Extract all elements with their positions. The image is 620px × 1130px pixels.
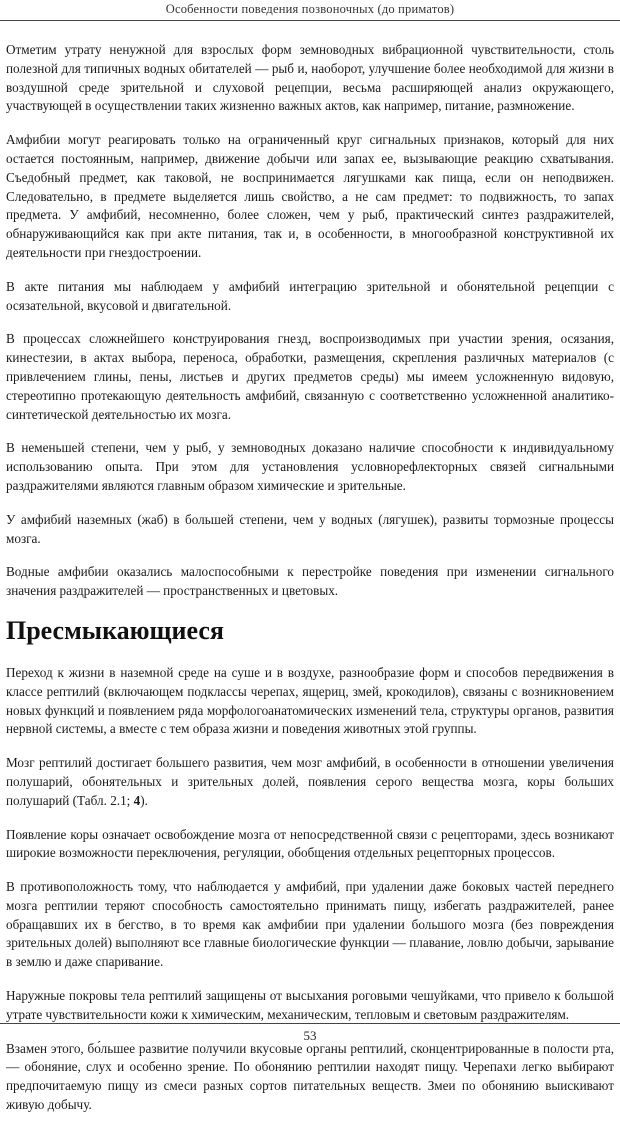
paragraph-water-amphibians: Водные амфибии оказались малоспособными к перестройке поведения при изменении сигнального значения раздражителей — пространственных и цветовых. <box>6 564 614 599</box>
reptile-brain-text-end: ). <box>140 792 148 808</box>
section-title-reptiles: Пресмыкающиеся <box>6 615 224 645</box>
running-header: Особенности поведения позвоночных (до приматов) <box>165 2 455 16</box>
paragraph-nest-construction: В процессах сложнейшего конструирования гнезд, воспроизводимых при участии зрения, осязания, кинестезии, в актах выбора, переноса, обработки, размещения, скрепления различных материалов (с привлечением глины, пены, листьев и других предметов среды) мы имеем усложненную видовую, стереотипно протекающую деятельность амфибий, связанную с соответственно усложненной аналитико-синтетической деятельностью их мозга. <box>6 331 614 422</box>
footer-divider <box>0 1023 620 1024</box>
page-number: 53 <box>303 1028 317 1043</box>
paragraph-signal-features: Амфибии могут реагировать только на ограниченный круг сигнальных признаков, который для них остается постоянным, например, движение добычи или запах ее, вызывающие реакцию схватывания. Съедобный предмет, как таковой, не воспринимается лягушками как пища, если он неподвижен. Следовательно, в предмете выделяется лишь свойство, а не сам предмет: то подвижность, то запах предмета. У амфибий, несомненно, более сложен, чем у рыб, практический синтез раздражителей, обнаруживающийся как при акте питания, так и, в особенности, в многообразной конструктивной их деятельности при гнездостроении. <box>6 132 614 260</box>
paragraph-skin-covers: Наружные покровы тела рептилий защищены от высыхания роговыми чешуйками, что привело к большой утрате чувствительности кожи к химическим, механическим, тепловым и световым раздражителям. <box>6 988 614 1022</box>
page-body <box>6 41 614 1130</box>
paragraph-forebrain-removal: В противоположность тому, что наблюдается у амфибий, при удалении даже боковых частей переднего мозга рептилии теряют способность самостоятельно принимать пищу, избегать раздражителей, ранее обращавших их в бегство, в то время как амфибии при удалении большого мозга (без повреждения зрительных долей) выполняют все главные биологические функции — плавание, ловлю добычи, зарывание в землю и даже спаривание. <box>6 879 614 970</box>
table-reference: 4 <box>133 792 141 808</box>
reptile-brain-text: Мозг рептилий достигает большего развития, чем мозг амфибий, в особенности в отношении увеличения полушарий, обонятельных и зрительных долей, появления серого вещества мозга, коры больших полушарий (Табл. 2.1; <box>6 755 614 808</box>
paragraph-cortex-appearance: Появление коры означает освобождение мозга от непосредственной связи с рецепторами, здесь возникают широкие возможности переключения, регуляции, обобщения отдельных рецепторных процессов. <box>6 826 614 861</box>
paragraph-reptile-brain <box>6 754 614 810</box>
paragraph-land-transition: Переход к жизни в наземной среде на суше и в воздухе, разнообразие форм и способов передвижения в классе рептилий (включающем подклассы черепах, ящериц, змей, крокодилов), связаны с возникновением новых функций и появлением ряда морфологоанатомических изменений тела, структуры органов, развития нервной системы, а вместе с тем образа жизни и поведения животных этой группы. <box>6 664 614 737</box>
paragraph-individual-experience: В неменьшей степени, чем у рыб, у земноводных доказано наличие способности к индивидуальному использованию опыта. При этом для установления условнорефлекторных связей сигнальными раздражителями являются главным образом химические и зрительные. <box>6 440 614 493</box>
paragraph-inhibitory-processes: У амфибий наземных (жаб) в большей степени, чем у водных (лягушек), развиты тормозные процессы мозга. <box>6 511 614 546</box>
paragraph-taste-organs: Взамен этого, бо́льшее развитие получили вкусовые органы рептилий, сконцентрированные в полости рта, — обоняние, слух и особенно зрение. По обонянию рептилии находят пищу. Черепахи легко выбирают предпочитаемую пищу из смеси разных сортов питательных веществ. Змеи по обонянию выискивают живую добычу. <box>6 1040 614 1113</box>
paragraph-feeding-integration: В акте питания мы наблюдаем у амфибий интеграцию зрительной и обонятельной рецепции с осязательной, вкусовой и двигательной. <box>6 278 614 313</box>
paragraph-vibration-sensitivity: Отметим утрату ненужной для взрослых форм земноводных вибрационной чувствительности, столь полезной для типичных водных обитателей — рыб и, наоборот, улучшение более необходимой для жизни в воздушной среде зрительной и слуховой рецепции, весьма расширяющей анализ окружающего, участвующей в осуществлении таких жизненно важных актов, как например, питание, размножение. <box>6 42 614 114</box>
header-divider <box>0 20 620 21</box>
